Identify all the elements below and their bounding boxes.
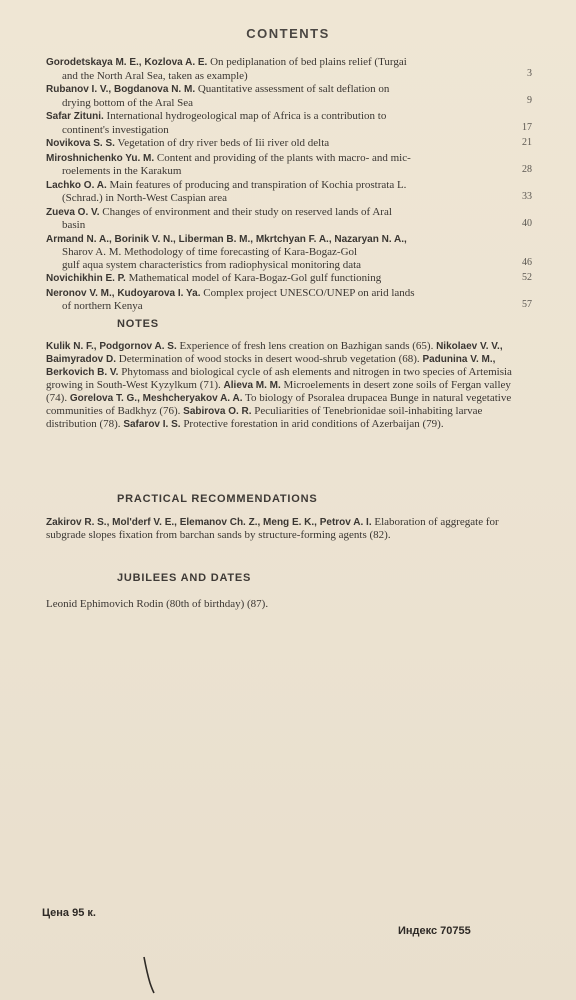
- note-authors: Sabirova O. R.: [183, 406, 252, 417]
- entry-title-continued: drying bottom of the Aral Sea: [62, 96, 194, 109]
- entry-authors: Miroshnichenko Yu. M.: [46, 152, 155, 164]
- entry-authors: Gorodetskaya M. E., Kozlova A. E.: [46, 57, 208, 68]
- note-authors: Gorelova T. G., Meshcheryakov A. A.: [69, 393, 243, 404]
- entry-title: Sharov A. M. Methodology of time forecasting of Kara-Bogaz-Gol: [62, 246, 358, 258]
- note-text: Peculiarities of Tenebrionidae soil-inhabiting larvae distribution (78).: [46, 405, 483, 430]
- entry-title: Complex project UNESCO/UNEP on arid lands: [203, 286, 415, 299]
- entry-title-continued: of northern Kenya: [62, 300, 143, 312]
- price-label: Цена 95 к.: [42, 907, 96, 919]
- entry-authors: Zueva O. V.: [46, 206, 100, 218]
- entry-page-number: 33: [522, 190, 532, 202]
- notes-heading: NOTES: [117, 318, 159, 330]
- entry-title: Mathematical model of Kara-Bogaz-Gol gulf functioning: [128, 272, 382, 284]
- entry-title-continued: roelements in the Karakum: [62, 165, 182, 177]
- entry-page-number: 9: [527, 95, 532, 106]
- contents-list: [46, 56, 532, 314]
- entry-page-number: 21: [522, 137, 532, 148]
- contents-entry: [46, 137, 532, 151]
- entry-authors: Novichikhin E. P.: [46, 273, 126, 284]
- contents-entry: [46, 233, 532, 272]
- note-text: Microelements in desert zone soils of Fergan valley (74).: [46, 379, 511, 404]
- entry-title: Vegetation of dry river beds of Iii river old delta: [117, 137, 330, 149]
- page-title: CONTENTS: [246, 26, 330, 41]
- entry-title-continued: continent's investigation: [62, 123, 169, 136]
- practical-paragraph: [46, 516, 526, 541]
- entry-title-continued: (Schrad.) in North-West Caspian area: [62, 192, 227, 204]
- entry-title: Changes of environment and their study on reserved lands of Aral: [102, 205, 392, 218]
- note-text: Phytomass and biological cycle of ash elements and nitrogen in two species of Artemisia growing in South-West Kyzylkum (71).: [46, 366, 512, 391]
- practical-block: [46, 516, 526, 541]
- entry-title: Quantitative assessment of salt deflation on: [197, 83, 390, 95]
- entry-page-number: 46: [522, 256, 532, 268]
- notes-paragraph: [46, 340, 526, 431]
- entry-authors: Neronov V. M., Kudoyarova I. Ya.: [46, 287, 201, 299]
- entry-title: International hydrogeological map of Africa is a contribution to: [106, 110, 387, 122]
- jubilees-text: Leonid Ephimovich Rodin (80th of birthday) (87).: [46, 598, 269, 610]
- entry-page-number: 40: [522, 217, 532, 229]
- entry-authors: Rubanov I. V., Bogdanova N. M.: [46, 84, 196, 95]
- practical-text: Elaboration of aggregate for subgrade slopes fixation from barchan sands by structure-forming agents (82).: [46, 516, 499, 541]
- entry-authors: Novikova S. S.: [46, 138, 115, 149]
- note-text: To biology of Psoralea drupacea Bunge in natural vegetative communities of Badkhyz (76).: [46, 392, 512, 417]
- entry-page-number: 57: [522, 298, 532, 310]
- index-label: Индекс 70755: [398, 925, 471, 937]
- jubilees-heading: JUBILEES AND DATES: [117, 572, 252, 584]
- jubilees-block: [46, 598, 526, 610]
- entry-title-continued: basin: [62, 219, 86, 231]
- note-authors: Nikolaev V. V., Baimyradov D.: [46, 341, 503, 365]
- note-authors: Safarov I. S.: [123, 419, 181, 430]
- entry-title: Main features of producing and transpiration of Kochia prostrata L.: [109, 178, 407, 191]
- practical-authors: Zakirov R. S., Mol'derf V. E., Elemanov Ch. Z., Meng E. K., Petrov A. I.: [46, 517, 372, 528]
- practical-heading: PRACTICAL RECOMMENDATIONS: [117, 493, 318, 505]
- entry-title: Content and providing of the plants with macro- and mic-: [156, 151, 411, 164]
- notes-block: [46, 340, 526, 431]
- entry-authors: Armand N. A., Borinik V. N., Liberman B. M., Mkrtchyan F. A., Nazaryan N. A.,: [46, 233, 407, 245]
- contents-entry: [46, 110, 532, 136]
- contents-entry: [46, 152, 532, 178]
- note-text: Experience of fresh lens creation on Bazhigan sands (65).: [176, 340, 437, 352]
- note-text: Determination of wood stocks in desert wood-shrub vegetation (68).: [116, 353, 423, 365]
- entry-authors: Lachko O. A.: [46, 179, 107, 191]
- entry-page-number: 52: [522, 272, 532, 283]
- entry-title: On pediplanation of bed plains relief (Turgai: [210, 56, 407, 68]
- contents-entry: [46, 206, 532, 232]
- contents-entry: [46, 179, 532, 205]
- contents-entry: [46, 56, 532, 82]
- entry-title-continued: gulf aqua system characteristics from radiophysical monitoring data: [62, 258, 362, 271]
- entry-authors: Safar Zituni.: [46, 111, 104, 122]
- entry-page-number: 17: [522, 122, 532, 133]
- note-text: Protective forestation in arid conditions of Azerbaijan (79).: [180, 418, 444, 430]
- entry-title-continued: and the North Aral Sea, taken as example): [62, 69, 248, 82]
- entry-page-number: 3: [527, 68, 532, 79]
- note-authors: Padunina V. M., Berkovich B. V.: [46, 354, 496, 378]
- pen-mark-icon: [142, 955, 156, 995]
- contents-entry: [46, 83, 532, 109]
- note-authors: Alieva M. M.: [223, 380, 281, 391]
- entry-page-number: 28: [522, 163, 532, 175]
- contents-entry: [46, 287, 532, 313]
- note-authors: Kulik N. F., Podgornov A. S.: [46, 341, 177, 352]
- contents-entry: [46, 272, 532, 286]
